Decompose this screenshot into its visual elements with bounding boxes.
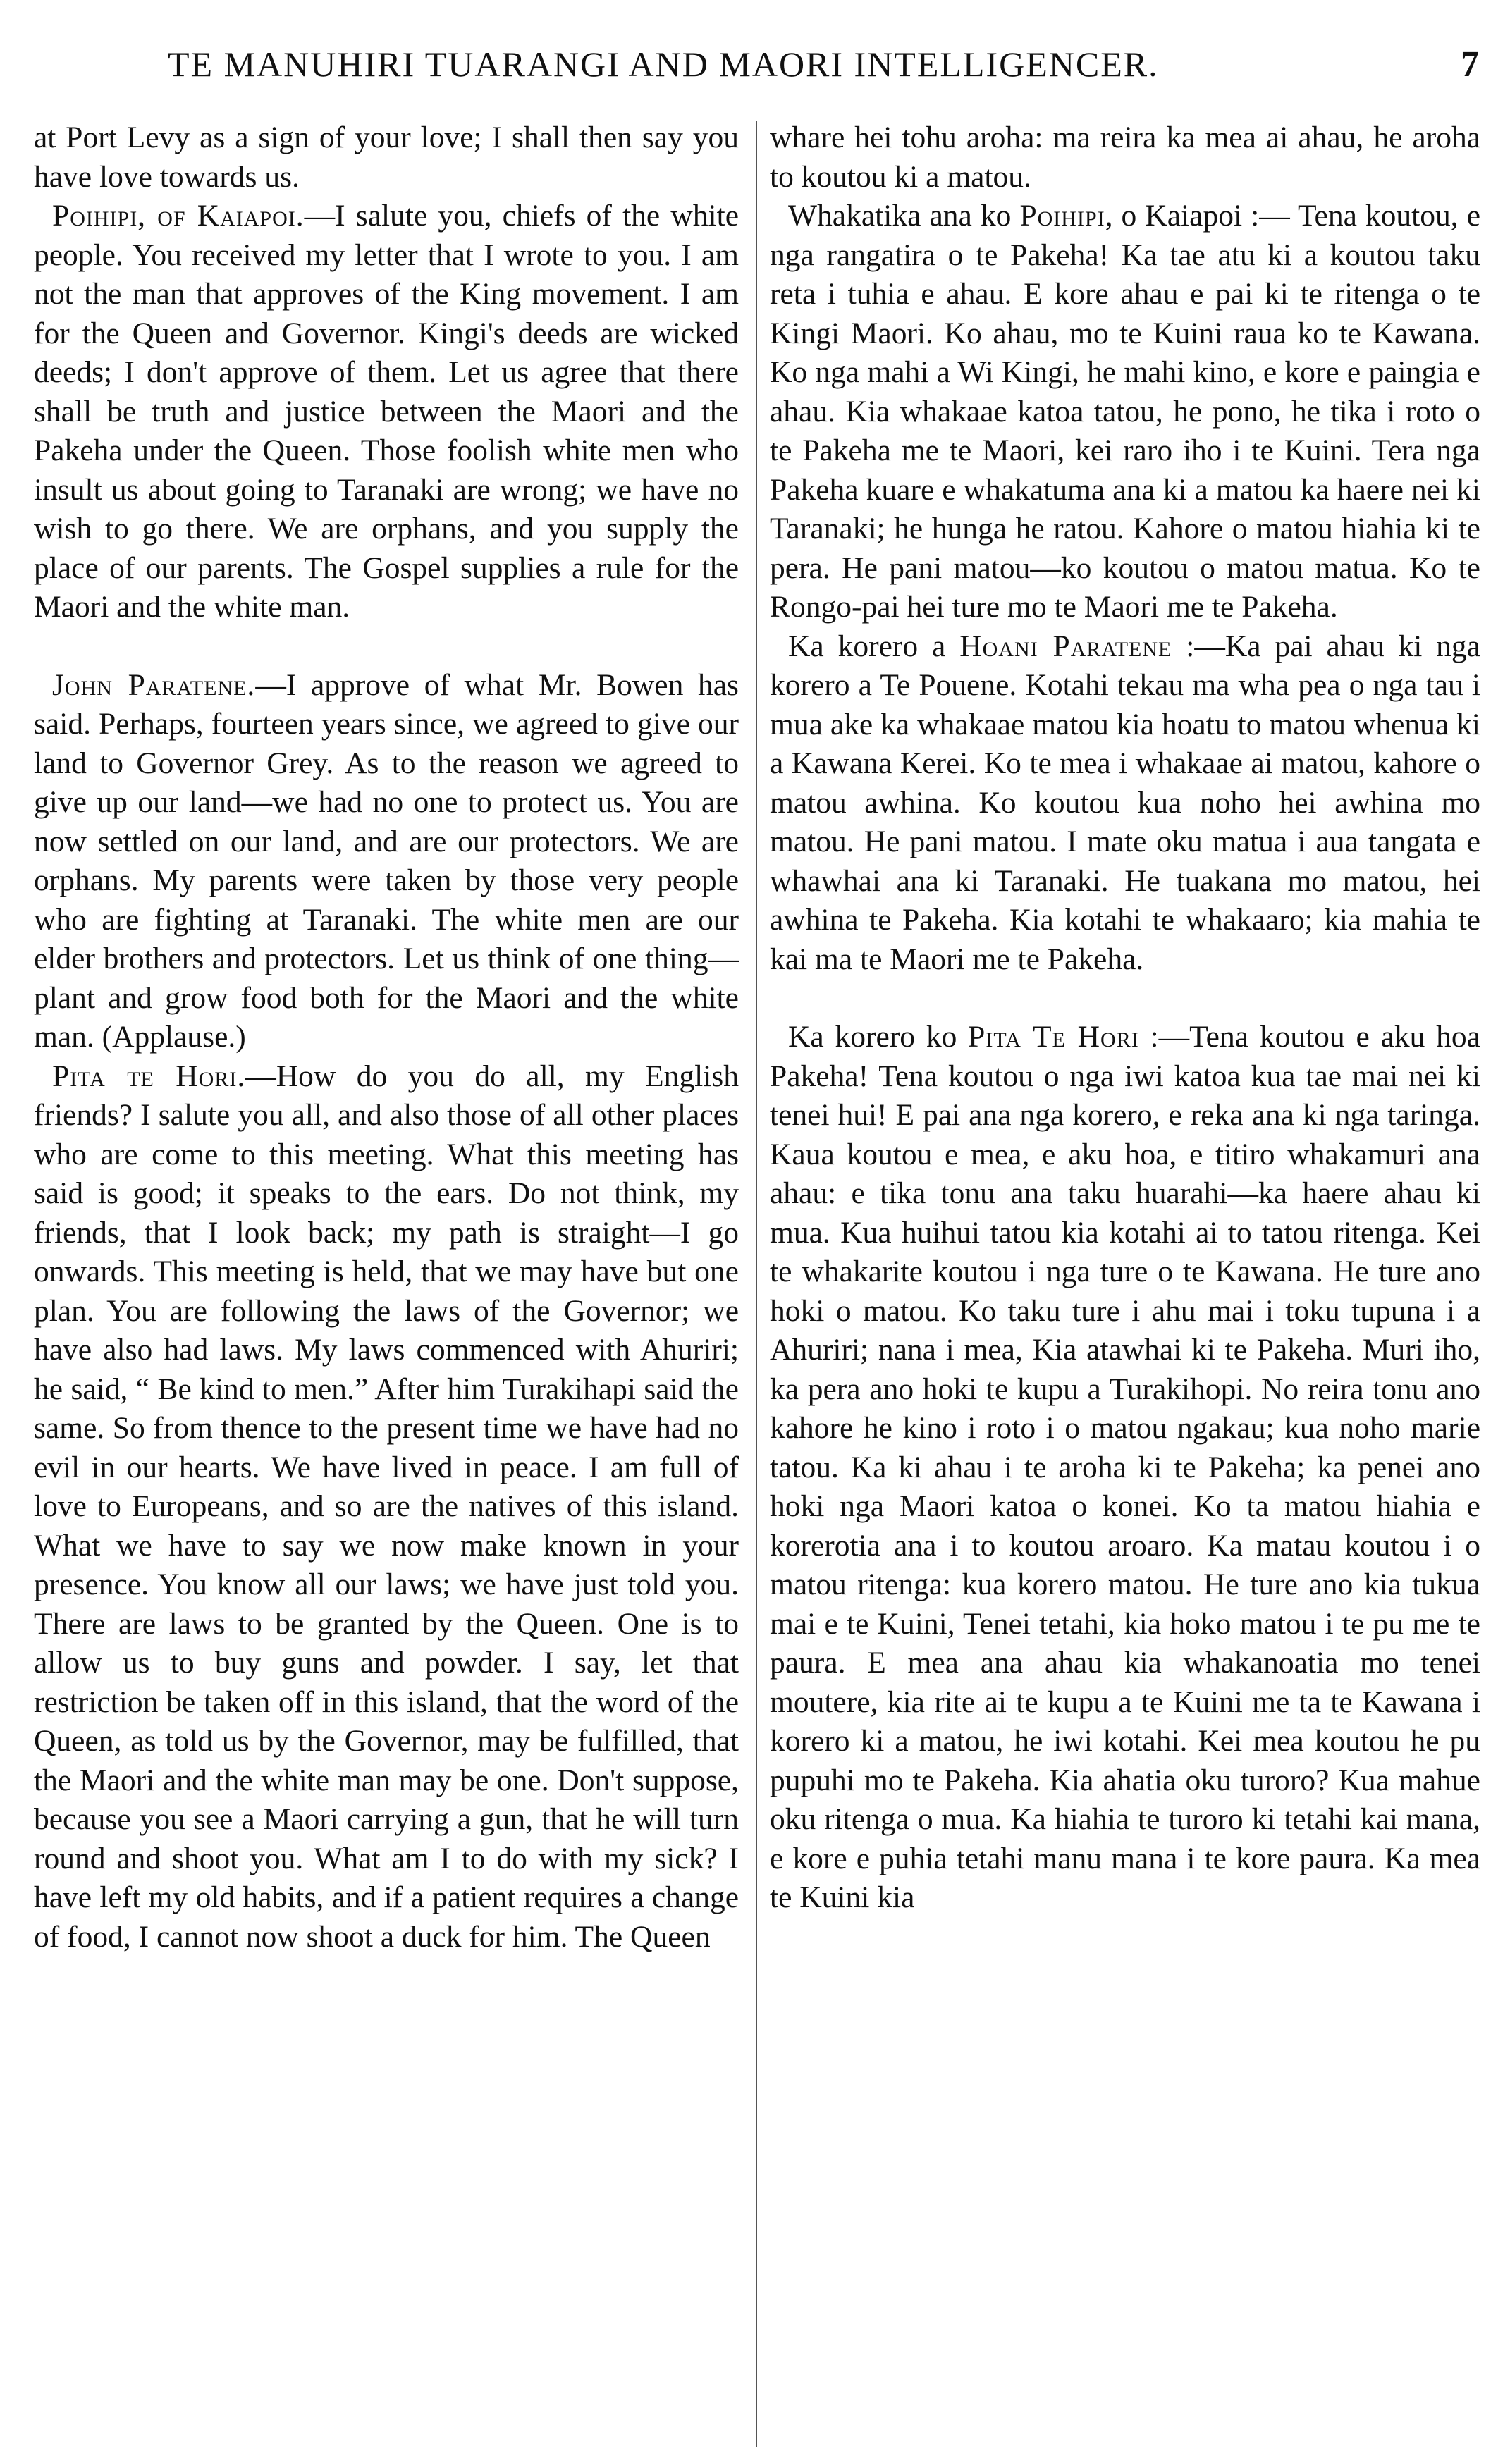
speaker-name: Pita te Hori. bbox=[52, 1059, 246, 1093]
speaker-name: Hoani Paratene bbox=[959, 629, 1172, 663]
paragraph-text: whare hei tohu aroha: ma reira ka mea ai ahau, he aroha to koutou ki a matou. bbox=[770, 121, 1480, 194]
paragraph bbox=[34, 197, 739, 627]
paragraph-text: :—Tena koutou e aku hoa Pakeha! Tena koutou o nga iwi katoa kua tae mai nei ki tenei hui! E pai ana nga korero, e reka ana ki nga taringa. Kaua koutou e mea, e aku hoa, e titiro whakamuri ana ahau: e tika tonu ana taku huarahi—ka haere ahau ki mua. Kua huihui tatou kia kotahi ai to tatou ritenga. Kei te whakarite koutou i nga ture o te Kawana. He ture ano hoki o matou. Ko taku ture i ahu mai i toku tupuna i a Ahuriri; nana i mea, Kia atawhai ki te Pakeha. Muri iho, ka pera ano hoki te kupu a Turakihopi. No reira tonu ano kahore he kino i roto i o matou ngakau; kua noho marie tatou. Ka ki ahau i te aroha ki te Pakeha; ka penei ano hoki nga Maori katoa o konei. Ko ta matou hiahia e korerotia ana i to koutou aroaro. Ka matau koutou i o matou ritenga: kua korero matou. He ture ano kia tukua mai e te Kuini, Tenei tetahi, kia hoko matou i te pu me te paura. E mea ana ahau kia whakanoatia mo tenei moutere, kia rite ai te kupu a te Kuini me ta te Kawana i korero ki a matou, he iwi kotahi. Kei mea koutou he pu pupuhi mo te Pakeha. Kia ahatia oku turoro? Kua mahue oku ritenga o mua. Ka hiahia te turoro ki tetahi kai mana, e kore e puhia tetahi manu mana i te kore paura. Ka mea te Kuini kia bbox=[770, 1020, 1480, 1914]
column-divider bbox=[756, 121, 757, 2447]
speaker-name: Pita Te Hori bbox=[968, 1020, 1139, 1054]
paragraph-text: :—Ka pai ahau ki nga korero a Te Pouene. Kotahi tekau ma wha pea o nga tau i mua ake ka whakaae matou kia hoatu to matou whenua ki a Kawana Kerei. Ko te mea i whakaae ai matou, kahore o matou awhina. Ko koutou kua noho hei awhina mo matou. He pani matou. I mate oku matua i aua tangata e whawhai ana ki Taranaki. He tuakana mo matou, hei awhina te Pakeha. Kia kotahi te whakaaro; kia mahia te kai ma te Maori me te Pakeha. bbox=[770, 629, 1480, 976]
paragraph-prefix: Ka korero ko bbox=[788, 1020, 969, 1054]
running-title: TE MANUHIRI TUARANGI AND MAORI INTELLIGENCER. bbox=[168, 44, 1159, 84]
paragraph-text: —How do you do all, my English friends? I salute you all, and also those of all other places who are come to this meeting. What this meeting has said is good; it speaks to the ears. Do not think, my friends, that I look back; my path is straight—I go onwards. This meeting is held, that we may have but one plan. You are following the laws of the Governor; we have also had laws. My laws commenced with Ahuriri; he said, “ Be kind to men.” After him Turakihapi said the same. So from thence to the present time we have had no evil in our hearts. We have lived in peace. I am full of love to Europeans, and so are the natives of this island. What we have to say we now make known in your presence. You know all our laws; we have just told you. There are laws to be granted by the Queen. One is to allow us to buy guns and powder. I say, let that restriction be taken off in this island, that the word of the Queen, as told us by the Governor, may be fulfilled, that the Maori and the white man may be one. Don't suppose, because you see a Maori carrying a gun, that he will turn round and shoot you. What am I to do with my sick? I have left my old habits, and if a patient requires a change of food, I cannot now shoot a duck for him. The Queen bbox=[34, 1059, 739, 1954]
paragraph-text: at Port Levy as a sign of your love; I shall then say you have love towards us. bbox=[34, 121, 739, 194]
speaker-name: Poihipi, of Kaiapoi. bbox=[52, 199, 305, 233]
paragraph bbox=[770, 118, 1480, 197]
paragraph-prefix: Ka korero a bbox=[788, 629, 960, 663]
paragraph bbox=[34, 666, 739, 1057]
paragraph bbox=[770, 627, 1480, 980]
maori-column bbox=[770, 118, 1480, 2443]
page-header bbox=[34, 44, 1479, 93]
paragraph bbox=[770, 1018, 1480, 1918]
paragraph bbox=[34, 118, 739, 197]
paragraph-text: —I approve of what Mr. Bowen has said. Perhaps, fourteen years since, we agreed to give our land to Governor Grey. As to the reason we agreed to give up our land—we had no one to protect us. You are now settled on our land, and are our protectors. We are orphans. My parents were taken by those very people who are fighting at Taranaki. The white men are our elder brothers and protectors. Let us think of one thing—plant and grow food both for the Maori and the white man. (Applause.) bbox=[34, 667, 739, 1054]
speaker-name: Poihipi bbox=[1019, 199, 1105, 233]
page-number: 7 bbox=[1461, 44, 1479, 85]
paragraph-text: , o Kaiapoi :— Tena koutou, e nga rangatira o te Pakeha! Ka tae atu ki a koutou taku reta i tuhia e ahau. E kore ahau e pai ki te ritenga o te Kingi Maori. Ko ahau, mo te Kuini raua ko te Kawana. Ko nga mahi a Wi Kingi, he mahi kino, e kore e paingia e ahau. Kia whakaae katoa tatou, he pono, he tika i roto o te Pakeha me te Maori, kei raro iho i te Kuini. Tera nga Pakeha kuare e whakatuma ana ki a matou ka haere nei ki Taranaki; he hunga he ratou. Kahore o matou hiahia ki te pera. He pani matou—ko koutou o matou matua. Ko te Rongo-pai hei ture mo te Maori me te Pakeha. bbox=[770, 199, 1480, 624]
paragraph bbox=[770, 197, 1480, 627]
paragraph-text: —I salute you, chiefs of the white people. You received my letter that I wrote to you. I am not the man that approves of the King movement. I am for the Queen and Governor. Kingi's deeds are wicked deeds; I don't approve of them. Let us agree that there shall be truth and justice between the Maori and the Pakeha under the Queen. Those foolish white men who insult us about going to Taranaki are wrong; we have no wish to go there. We are orphans, and you supply the place of our parents. The Gospel supplies a rule for the Maori and the white man. bbox=[34, 199, 739, 624]
english-column bbox=[34, 118, 739, 2443]
paragraph bbox=[34, 1057, 739, 1957]
paragraph-prefix: Whakatika ana ko bbox=[788, 199, 1020, 233]
speaker-name: John Paratene. bbox=[52, 667, 256, 702]
